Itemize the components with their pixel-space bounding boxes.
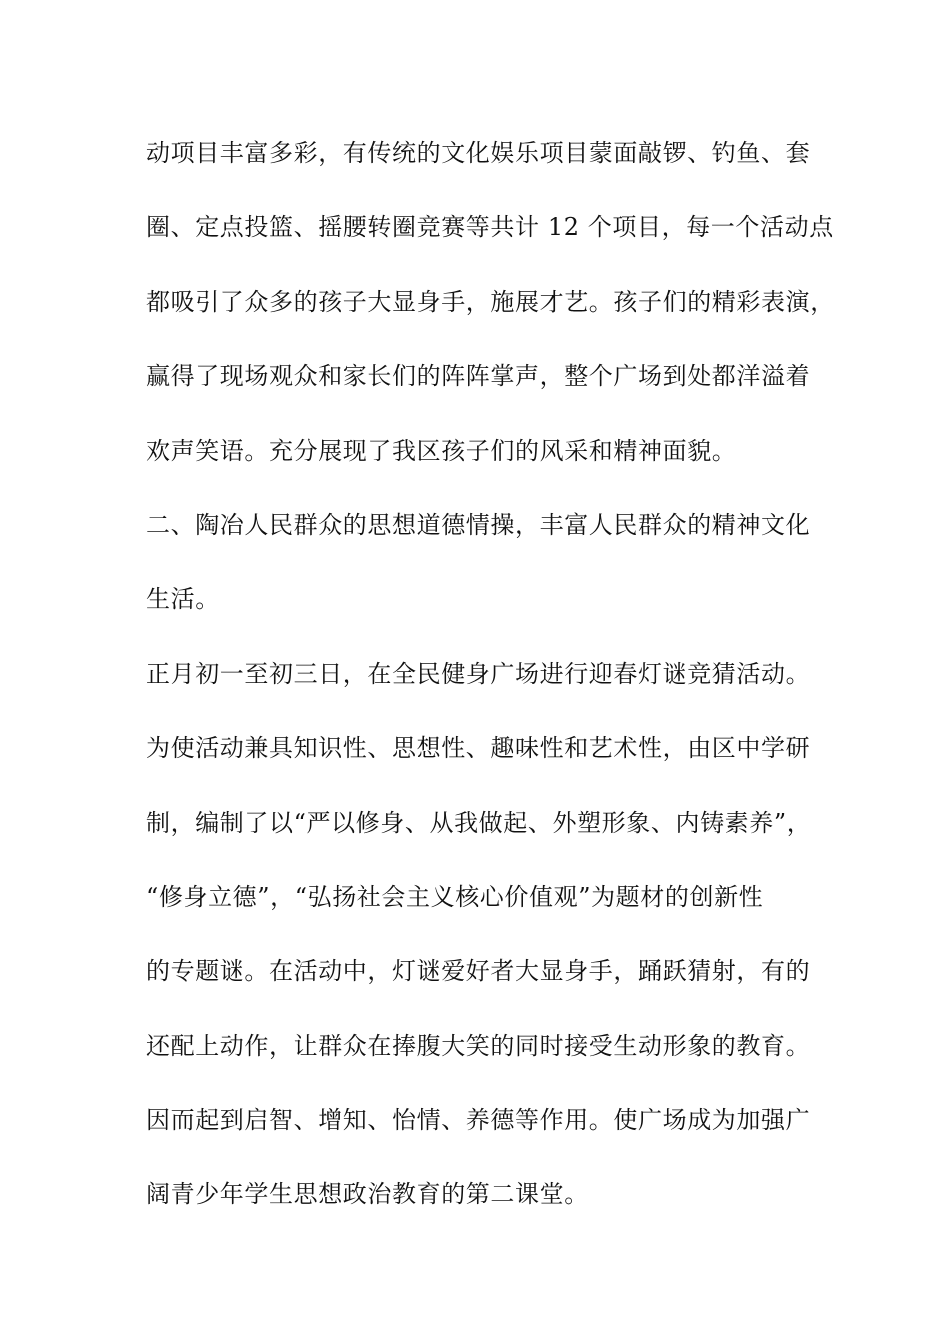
text-line: 阔青少年学生思想政治教育的第二课堂。 xyxy=(146,1180,589,1209)
text-line: “修身立德”，“弘扬社会主义核心价值观”为题材的创新性 xyxy=(146,882,764,911)
text-line: 都吸引了众多的孩子大显身手，施展才艺。孩子们的精彩表演， xyxy=(146,287,835,316)
text-line: 正月初一至初三日，在全民健身广场进行迎春灯谜竞猜活动。 xyxy=(146,659,811,688)
section-heading-line: 生活。 xyxy=(146,585,220,614)
text-line: 圈、定点投篮、摇腰转圈竞赛等共计 12 个项目，每一个活动点 xyxy=(146,213,834,242)
text-line: 制，编制了以“严以修身、从我做起、外塑形象、内铸素养”， xyxy=(146,808,812,837)
section-heading-line: 二、陶冶人民群众的思想道德情操，丰富人民群众的精神文化 xyxy=(146,510,811,539)
text-line: 的专题谜。在活动中，灯谜爱好者大显身手，踊跃猜射，有的 xyxy=(146,957,811,986)
text-line: 还配上动作，让群众在捧腹大笑的同时接受生动形象的教育。 xyxy=(146,1031,811,1060)
text-line: 动项目丰富多彩，有传统的文化娱乐项目蒙面敲锣、钓鱼、套 xyxy=(146,139,811,167)
text-line: 因而起到启智、增知、怡情、养德等作用。使广场成为加强广 xyxy=(146,1106,811,1135)
text-line: 赢得了现场观众和家长们的阵阵掌声，整个广场到处都洋溢着 xyxy=(146,362,811,391)
text-line: 为使活动兼具知识性、思想性、趣味性和艺术性，由区中学研 xyxy=(146,734,811,763)
text-line: 欢声笑语。充分展现了我区孩子们的风采和精神面貌。 xyxy=(146,436,737,465)
document-text-body xyxy=(146,131,835,1247)
